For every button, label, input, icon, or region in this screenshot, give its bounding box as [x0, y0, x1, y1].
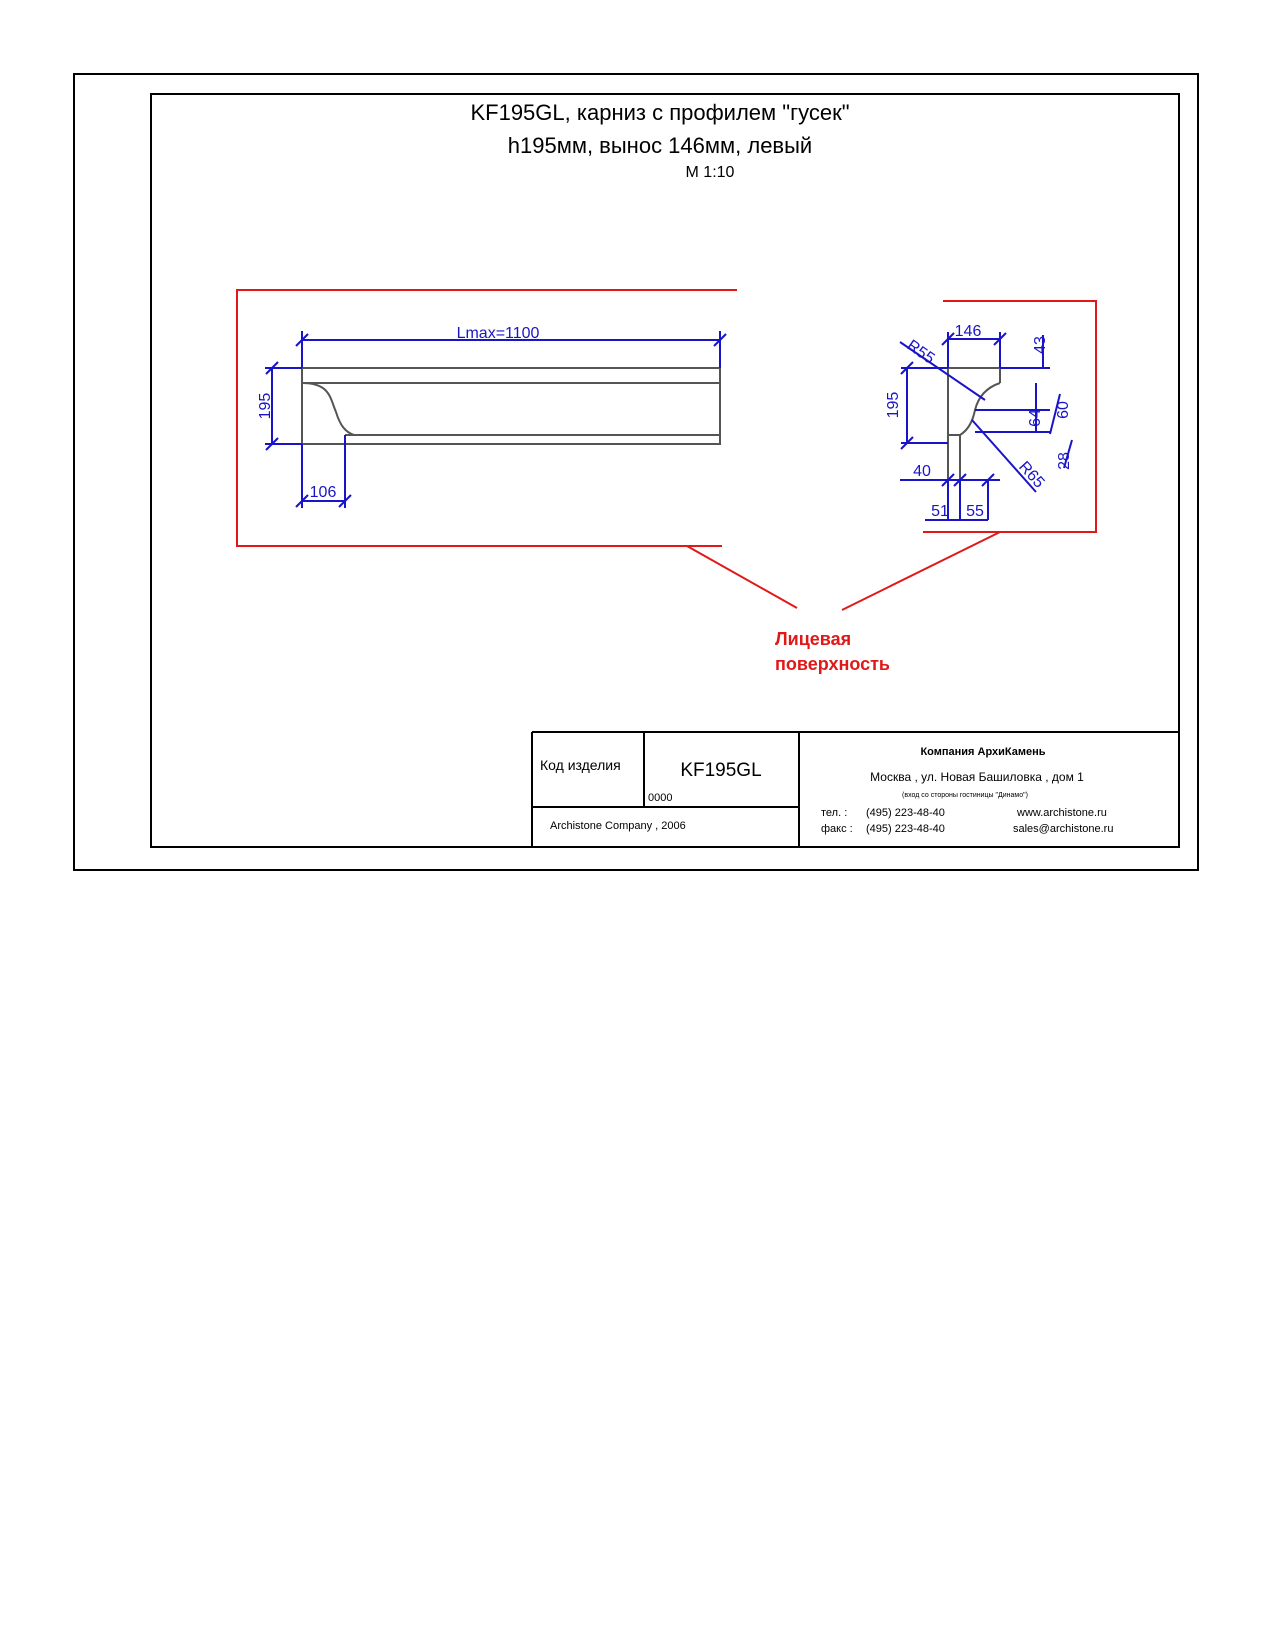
- section-radius-bottom-label: R65: [1015, 458, 1048, 492]
- email-link[interactable]: sales@archistone.ru: [1013, 823, 1114, 835]
- company-address-note: (вход со стороны гостиницы "Динамо"): [902, 792, 1028, 799]
- section-base-40-label: 40: [913, 463, 931, 480]
- section-view-part: [948, 368, 1000, 480]
- section-step-60-label: 60: [1055, 401, 1072, 419]
- face-label-line1: Лицевая: [775, 629, 852, 649]
- front-height-label: 195: [257, 392, 274, 420]
- copyright-text: Archistone Company , 2006: [550, 820, 686, 832]
- fax-label: факс :: [821, 823, 853, 835]
- front-length-label: Lmax=1100: [456, 325, 540, 342]
- product-code-label: Код изделия: [540, 757, 621, 773]
- face-label-line2: поверхность: [775, 654, 890, 674]
- product-code-value: KF195GL: [680, 760, 762, 781]
- drawing-scale: М 1:10: [685, 164, 735, 181]
- section-base-51-label: 51: [931, 503, 949, 520]
- section-width-label: 146: [954, 323, 982, 340]
- product-code-number: 0000: [648, 792, 673, 804]
- drawing-title-line1: KF195GL, карниз с профилем "гусек": [470, 100, 850, 125]
- section-radius-top-label: R55: [903, 336, 938, 368]
- fax-value: (495) 223-48-40: [866, 823, 945, 835]
- website-link[interactable]: www.archistone.ru: [1017, 807, 1107, 819]
- section-step-64-label: 64: [1027, 409, 1044, 427]
- section-base-55-label: 55: [966, 503, 984, 520]
- section-top-label: 43: [1032, 336, 1049, 354]
- company-address: Москва , ул. Новая Башиловка , дом 1: [870, 770, 1084, 784]
- front-profile-width-label: 106: [309, 484, 337, 501]
- company-name: Компания АрхиКамень: [920, 746, 1046, 758]
- section-height-label: 195: [885, 391, 902, 419]
- front-view-part: [302, 368, 720, 444]
- section-bottom-28-label: 28: [1056, 452, 1073, 470]
- tel-value: (495) 223-48-40: [866, 807, 945, 819]
- tel-label: тел. :: [821, 807, 848, 819]
- drawing-title-line2: h195мм, вынос 146мм, левый: [507, 133, 813, 158]
- face-label-pointers: [687, 532, 1000, 610]
- front-view-dimensions: [265, 331, 726, 508]
